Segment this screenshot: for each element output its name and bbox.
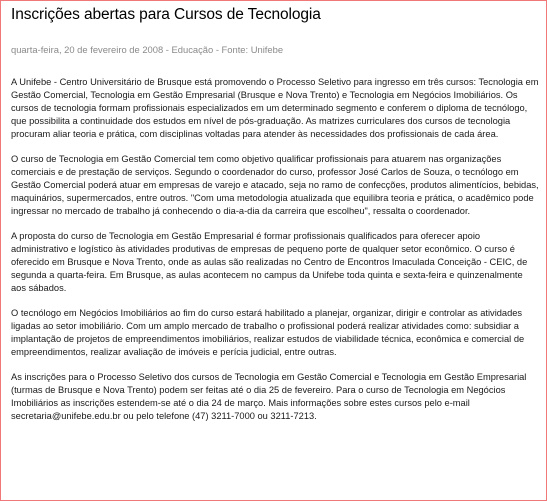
article-paragraph-4: O tecnólogo em Negócios Imobiliários ao fim do curso estará habilitado a planejar, organizar, dirigir e controlar as atividades ligadas ao setor imobiliário. Com um amplo mercado de trabalho o profissional poderá realizar atividades como: subsidiar a implantação de projetos de empreendimentos imobiliários, realizar estudos de viabilidade técnica, econômica e comercial de empreendimentos, realizar avaliação de imóveis e perícia judicial, entre outras. [11, 308, 525, 357]
article-paragraph-1: A Unifebe - Centro Universitário de Brusque está promovendo o Processo Seletivo para ingresso em três cursos: Tecnologia em Gestão Comercial, Tecnologia em Gestão Empresarial (Brusque e Nova Trento) e Tecnologia em Negócios Imobiliários. Os cursos de tecnologia formam profissionais especializados em um determinado segmento e conferem o diploma de tecnólogo, que possibilita a continuidade dos estudos em nível de pós-graduação. As matrizes curriculares dos cursos de tecnologia procuram aliar teoria e prática, com disciplinas voltadas para atender às necessidades dos profissionais de cada área. [11, 77, 539, 139]
news-article [11, 5, 539, 435]
article-paragraph-2: O curso de Tecnologia em Gestão Comercial tem como objetivo qualificar profissionais para atuarem nas organizações comerciais e de prestação de serviços. Segundo o coordenador do curso, professor José Carlos de Souza, o tecnólogo em Gestão Comercial poderá atuar em empresas de varejo e atacado, seja no ramo de confecções, produtos alimentícios, bebidas, maquinários, supermercados, entre outros. "Com uma metodologia atualizada que equilibra teoria e prática, o acadêmico pode ingressar no mercado de trabalho já conhecendo o dia-a-dia da carreira que escolheu", ressalta o coordenador. [11, 154, 539, 216]
article-meta: quarta-feira, 20 de fevereiro de 2008 - Educação - Fonte: Unifebe [11, 44, 284, 55]
article-body [11, 76, 539, 423]
article-paragraph-3: A proposta do curso de Tecnologia em Gestão Empresarial é formar profissionais qualificados para oferecer apoio administrativo e logístico às atividades produtivas de empresas de pequeno porte de qualquer setor econômico. O curso é oferecido em Brusque e Nova Trento, onde as aulas são realizadas no Centro de Encontros Imaculada Conceição - CEIC, de segunda a quarta-feira. Em Brusque, as aulas acontecem no campus da Unifebe toda quinta e sexta-feira e quinzenalmente aos sábados. [11, 231, 528, 293]
article-title: Inscrições abertas para Cursos de Tecnologia [11, 6, 321, 23]
article-paragraph-5: As inscrições para o Processo Seletivo dos cursos de Tecnologia em Gestão Comercial e Tecnologia em Gestão Empresarial (turmas de Brusque e Nova Trento) podem ser feitas até o dia 25 de fevereiro. Para o curso de Tecnologia em Negócios Imobiliários as inscrições estendem-se até o dia 24 de março. Mais informações sobre estes cursos pelo e-mail secretaria@unifebe.edu.br ou pelo telefone (47) 3211-7000 ou 3211-7213. [11, 372, 527, 421]
